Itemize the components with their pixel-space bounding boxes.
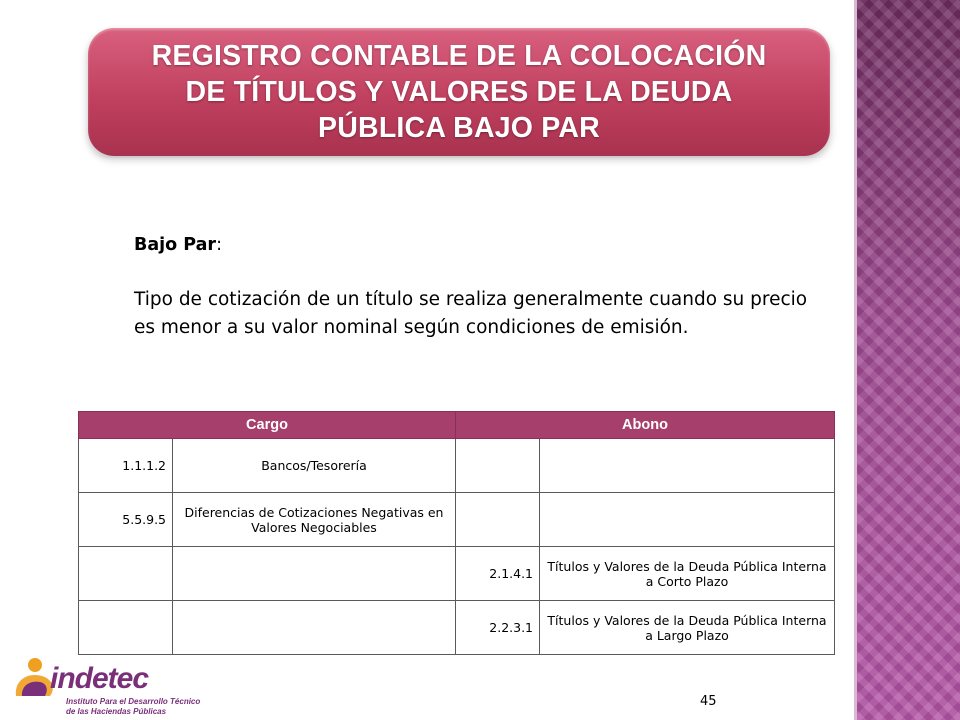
logo-wordmark: indetec xyxy=(50,662,149,695)
abono-account-code xyxy=(456,493,540,547)
cargo-account-code xyxy=(79,547,173,601)
logo-subtitle-line-2: de las Haciendas Públicas xyxy=(66,707,167,716)
table-header-row xyxy=(79,412,835,439)
logo-subtitle-line-1: Instituto Para el Desarrollo Técnico xyxy=(66,697,201,706)
table-row xyxy=(79,493,835,547)
title-line-2: DE TÍTULOS Y VALORES DE LA DEUDA xyxy=(185,76,733,108)
table-row xyxy=(79,439,835,493)
definition-term xyxy=(134,232,834,258)
cargo-account-name xyxy=(173,547,456,601)
title-line-1: REGISTRO CONTABLE DE LA COLOCACIÓN xyxy=(151,40,767,72)
abono-account-name xyxy=(540,493,835,547)
decorative-side-panel xyxy=(857,0,960,720)
abono-account-code: 2.1.4.1 xyxy=(456,547,540,601)
page-number: 45 xyxy=(700,694,717,709)
abono-header: Abono xyxy=(456,412,835,439)
table-row xyxy=(79,547,835,601)
title-line-3: PÚBLICA BAJO PAR xyxy=(318,112,600,144)
accounting-entry-table xyxy=(78,411,835,655)
cargo-account-name: Bancos/Tesorería xyxy=(173,439,456,493)
cargo-account-code: 1.1.1.2 xyxy=(79,439,173,493)
cargo-account-name: Diferencias de Cotizaciones Negativas en Valores Negociables xyxy=(173,493,456,547)
cargo-header: Cargo xyxy=(79,412,456,439)
abono-account-name: Títulos y Valores de la Deuda Pública Interna a Corto Plazo xyxy=(540,547,835,601)
definition-text: Tipo de cotización de un título se realiza generalmente cuando su precio es menor a su valor nominal según condiciones de emisión. xyxy=(134,289,808,338)
definition-block xyxy=(134,232,834,342)
title-banner xyxy=(88,28,830,156)
definition-colon: : xyxy=(216,235,222,255)
title-reflection xyxy=(88,158,830,198)
slide-title xyxy=(152,38,767,146)
cargo-account-name xyxy=(173,601,456,655)
indetec-logo xyxy=(10,654,201,718)
definition-term-label: Bajo Par xyxy=(134,235,217,255)
abono-account-name: Títulos y Valores de la Deuda Pública Interna a Largo Plazo xyxy=(540,601,835,655)
cargo-account-code: 5.5.9.5 xyxy=(79,493,173,547)
abono-account-code xyxy=(456,439,540,493)
cargo-account-code xyxy=(79,601,173,655)
abono-account-name xyxy=(540,439,835,493)
abono-account-code: 2.2.3.1 xyxy=(456,601,540,655)
table-row xyxy=(79,601,835,655)
